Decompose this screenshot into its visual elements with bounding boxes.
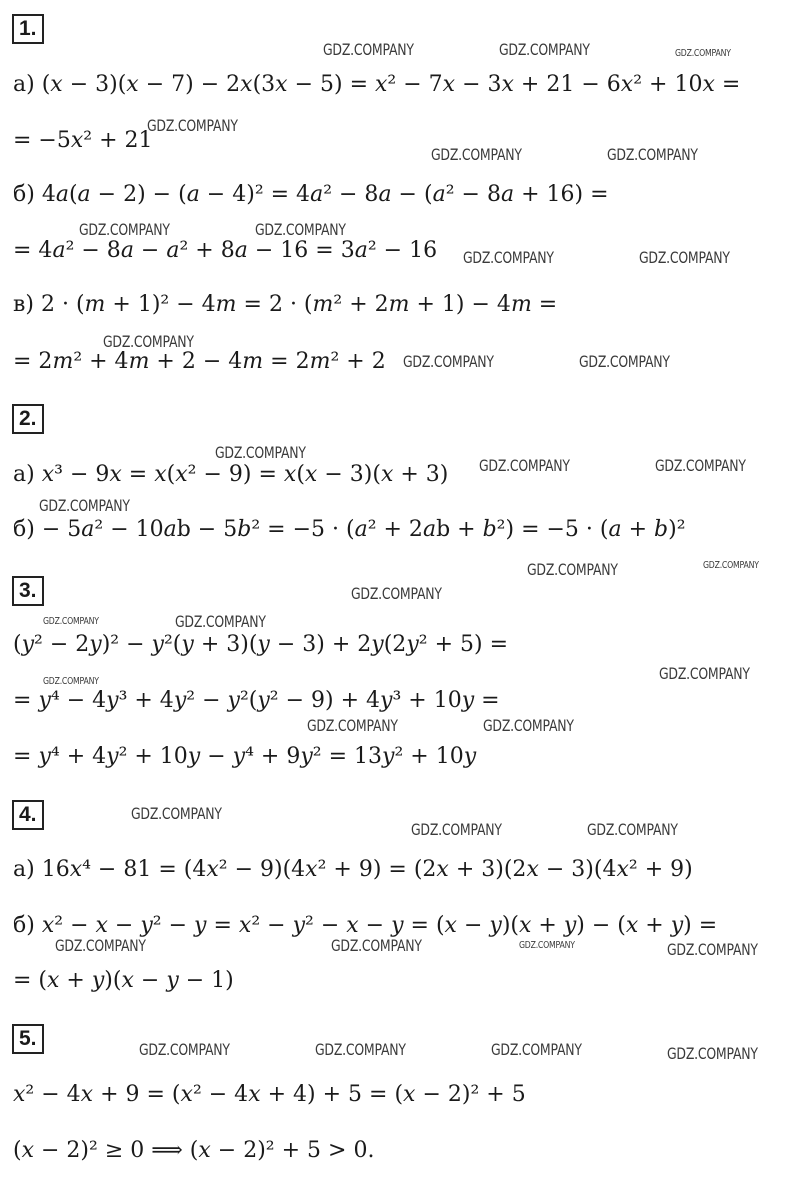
watermark: GDZ.COMPANY: [403, 352, 494, 371]
equation-line: = y⁴ − 4y³ + 4y² − y²(y² − 9) + 4y³ + 10y =: [13, 688, 500, 713]
watermark: GDZ.COMPANY: [411, 820, 502, 839]
problem-number-5: 5.: [12, 1024, 44, 1054]
watermark: GDZ.COMPANY: [103, 332, 194, 351]
watermark: GDZ.COMPANY: [255, 220, 346, 239]
problem-number-4: 4.: [12, 800, 44, 830]
equation-line: = −5x² + 21: [13, 128, 153, 153]
problem-number-3: 3.: [12, 576, 44, 606]
watermark: GDZ.COMPANY: [667, 1044, 758, 1063]
watermark: GDZ.COMPANY: [527, 560, 618, 579]
equation-line: = 4a² − 8a − a² + 8a − 16 = 3a² − 16: [13, 238, 438, 263]
watermark: GDZ.COMPANY: [431, 145, 522, 164]
watermark: GDZ.COMPANY: [579, 352, 670, 371]
watermark: GDZ.COMPANY: [483, 716, 574, 735]
watermark: GDZ.COMPANY: [607, 145, 698, 164]
watermark: GDZ.COMPANY: [491, 1040, 582, 1059]
watermark: GDZ.COMPANY: [307, 716, 398, 735]
watermark: GDZ.COMPANY: [703, 560, 759, 571]
watermark: GDZ.COMPANY: [463, 248, 554, 267]
equation-line: = y⁴ + 4y² + 10y − y⁴ + 9y² = 13y² + 10y: [13, 744, 477, 769]
watermark: GDZ.COMPANY: [639, 248, 730, 267]
equation-line: б) − 5a² − 10ab − 5b² = −5 · (a² + 2ab + b²) = −5 · (a + b)²: [13, 517, 686, 542]
watermark: GDZ.COMPANY: [331, 936, 422, 955]
equation-line: в) 2 · (m + 1)² − 4m = 2 · (m² + 2m + 1) − 4m =: [13, 292, 558, 317]
equation-line: а) (x − 3)(x − 7) − 2x(3x − 5) = x² − 7x − 3x + 21 − 6x² + 10x =: [13, 72, 741, 97]
watermark: GDZ.COMPANY: [659, 664, 750, 683]
equation-line: а) 16x⁴ − 81 = (4x² − 9)(4x² + 9) = (2x + 3)(2x − 3)(4x² + 9): [13, 857, 693, 882]
watermark: GDZ.COMPANY: [315, 1040, 406, 1059]
equation-line: а) x³ − 9x = x(x² − 9) = x(x − 3)(x + 3): [13, 462, 449, 487]
watermark: GDZ.COMPANY: [131, 804, 222, 823]
watermark: GDZ.COMPANY: [79, 220, 170, 239]
watermark: GDZ.COMPANY: [351, 584, 442, 603]
watermark: GDZ.COMPANY: [215, 443, 306, 462]
watermark: GDZ.COMPANY: [587, 820, 678, 839]
watermark: GDZ.COMPANY: [667, 940, 758, 959]
watermark: GDZ.COMPANY: [147, 116, 238, 135]
equation-line: б) x² − x − y² − y = x² − y² − x − y = (x − y)(x + y) − (x + y) =: [13, 913, 718, 938]
problem-number-2: 2.: [12, 404, 44, 434]
equation-line: (y² − 2y)² − y²(y + 3)(y − 3) + 2y(2y² + 5) =: [13, 632, 508, 657]
watermark: GDZ.COMPANY: [39, 496, 130, 515]
watermark: GDZ.COMPANY: [55, 936, 146, 955]
watermark: GDZ.COMPANY: [323, 40, 414, 59]
watermark: GDZ.COMPANY: [139, 1040, 230, 1059]
equation-line: = 2m² + 4m + 2 − 4m = 2m² + 2: [13, 349, 386, 374]
watermark: GDZ.COMPANY: [43, 676, 99, 687]
watermark: GDZ.COMPANY: [175, 612, 266, 631]
equation-line: = (x + y)(x − y − 1): [13, 968, 234, 993]
watermark: GDZ.COMPANY: [655, 456, 746, 475]
watermark: GDZ.COMPANY: [499, 40, 590, 59]
watermark: GDZ.COMPANY: [479, 456, 570, 475]
problem-number-1: 1.: [12, 14, 44, 44]
watermark: GDZ.COMPANY: [43, 616, 99, 627]
equation-line: б) 4a(a − 2) − (a − 4)² = 4a² − 8a − (a² − 8a + 16) =: [13, 182, 609, 207]
equation-line: (x − 2)² ≥ 0 ⟹ (x − 2)² + 5 > 0.: [13, 1138, 375, 1163]
watermark: GDZ.COMPANY: [519, 940, 575, 951]
watermark: GDZ.COMPANY: [675, 48, 731, 59]
equation-line: x² − 4x + 9 = (x² − 4x + 4) + 5 = (x − 2)² + 5: [13, 1082, 526, 1107]
